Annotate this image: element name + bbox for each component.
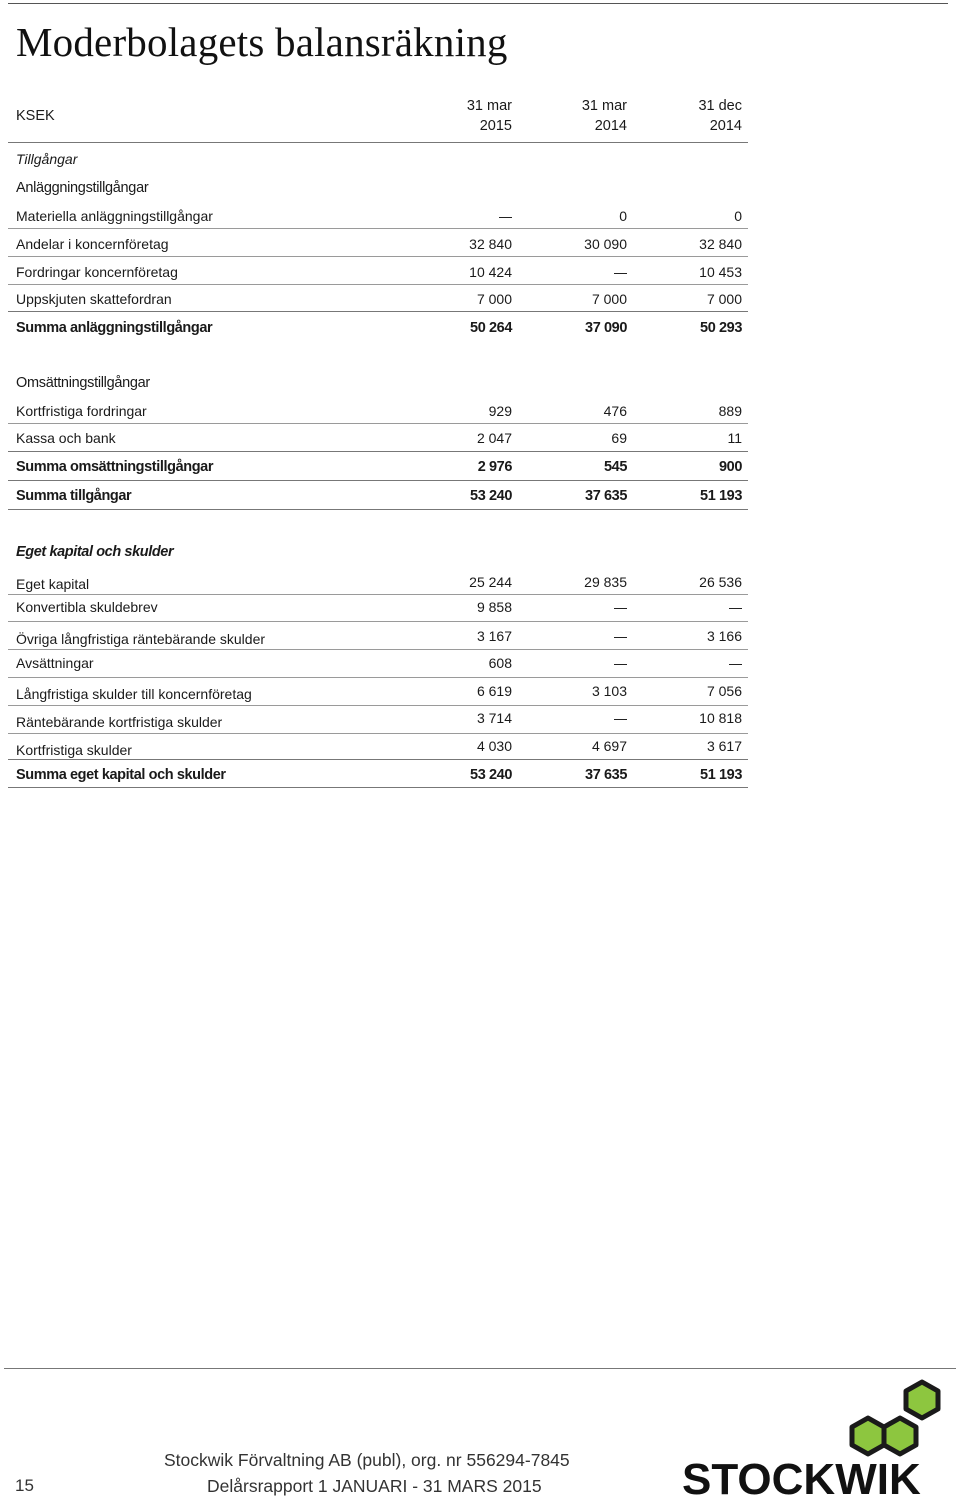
unit-label: KSEK: [16, 108, 55, 124]
row-divider: [8, 311, 748, 312]
dash-cell: [614, 627, 627, 645]
header-rule: [8, 142, 748, 143]
row-divider: [8, 705, 748, 706]
dash-cell: [729, 598, 742, 616]
row-divider: [8, 284, 748, 285]
row-divider: [8, 677, 748, 678]
column-header-3: 31 dec 2014: [698, 98, 742, 134]
dash-cell: [614, 654, 627, 672]
page-number: 15: [15, 1476, 34, 1495]
row-divider: [8, 594, 748, 595]
row-divider: [8, 228, 748, 229]
dash-cell: [499, 207, 512, 225]
logo-wordmark: STOCKWIK: [682, 1455, 921, 1504]
row-divider: [8, 480, 748, 481]
footer-company-line: Stockwik Förvaltning AB (publ), org. nr 556294-7845: [164, 1450, 570, 1470]
dash-cell: [614, 598, 627, 616]
dash-cell: [614, 263, 627, 281]
row-divider: [8, 256, 748, 257]
dash-cell: [614, 709, 627, 727]
row-divider: [8, 423, 748, 424]
row-divider: [8, 649, 748, 650]
total-rule: [8, 509, 748, 510]
page-title: Moderbolagets balansräkning: [16, 19, 508, 65]
row-divider: [8, 621, 748, 622]
column-header-1: 31 mar 2015: [466, 98, 512, 134]
footer-report-line: Delårsrapport 1 JANUARI - 31 MARS 2015: [207, 1476, 542, 1496]
column-header-2: 31 mar 2014: [581, 98, 627, 134]
table-header: [8, 96, 748, 140]
footer-rule: [4, 1368, 956, 1369]
top-rule: [8, 3, 948, 4]
row-divider: [8, 451, 748, 452]
row-divider: [8, 759, 748, 760]
dash-cell: [729, 654, 742, 672]
row-divider: [8, 733, 748, 734]
total-rule: [8, 787, 748, 788]
